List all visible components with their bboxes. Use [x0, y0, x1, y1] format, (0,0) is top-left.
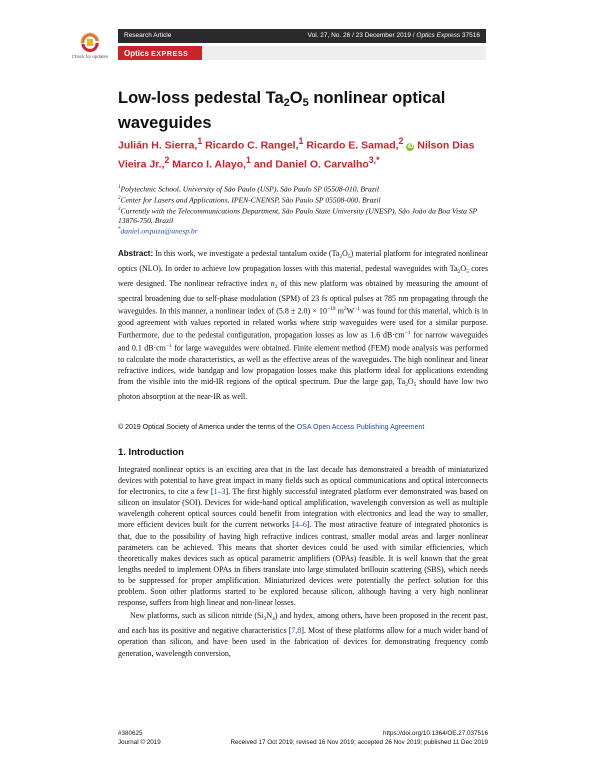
section-heading: 1. Introduction — [118, 447, 184, 458]
page-footer — [118, 729, 488, 747]
header-bar — [118, 29, 486, 43]
check-for-updates-icon[interactable] — [68, 30, 112, 70]
affiliation-item: $^1$Polytechnic School, University of São Paulo (USP), São Paulo SP 05508-010, Brazil — [118, 184, 379, 194]
check-for-updates-label: Check for updates — [71, 54, 109, 59]
affiliation-item: $^3$Currently with the Telecommunications Department, São Paulo State University (UNESP), São João da Boa Vista SP 13876-750, Brazil — [118, 206, 478, 225]
copyright-notice: © 2019 Optical Society of America under the terms of the OSA Open Access Publishing Agreement — [118, 424, 425, 431]
orcid-icon[interactable]: iD — [407, 143, 414, 150]
dates: Received 17 Oct 2019; revised 16 Nov 2019; accepted 26 Nov 2019; published 11 Dec 2019 — [230, 739, 488, 746]
reference-link[interactable]: 7,8 — [291, 626, 302, 636]
abstract: Abstract: In this work, we investigate a pedestal tantalum oxide $(Ta_2O_5)$ material platform for integrated nonlinear optics (NLO). In order to achieve low propagation losses with this material, pedestal waveguides with $Ta_2O_5$ cores were designed. The nonlinear refractive index $n_2$ of this new platform was obtained by measuring the amount of spectral broadening due to self-phase modulation (SPM) of 23 fs optical pulses at 785 nm propagating through the waveguides. In this manner, a nonlinear index of $(5.8 \pm 2.0) \times 10^{-19}$ $m^2W^{-1}$ was found for this material, which is in good agreement with values reported in related works where strip waveguides were used for a similar purpose. Furthermore, due to the pedestal configuration, propagation losses as low as 1.6 $dB\cdot cm^{-1}$ for narrow waveguides and 0.1 $dB\cdot cm^{-1}$ for large waveguides were obtained. Finite element method (FEM) mode analysis was performed to calculate the mode characteristics, as well as the effective areas of the waveguides. The high nonlinear and linear refractive indices, wide bandgap and low propagation losses make this platform ideal for applications extending from the visible into the mid-IR regions of the optical spectrum. Due the large gap, $Ta_2O_5$ should have low two photon absorption at the near-IR as well. — [118, 249, 488, 401]
email-link[interactable]: *daniel.orquiza@unesp.br — [118, 226, 198, 236]
author-list: Julián H. Sierra,$^1$ Ricardo C. Rangel,$^1$ Ricardo E. Samad,$^2$ iD Nilson Dias Vieira Jr.,$^2$ Marco I. Alayo,$^1$ and Daniel O. Carvalho$^{3,*}$ — [118, 136, 475, 170]
affiliation-item: $^2$Center for Lasers and Applications, IPEN-CNENSP, São Paulo SP 05508-000, Brazil — [118, 195, 381, 205]
article-type: Research Article — [124, 32, 172, 39]
article-id: #380625 — [118, 730, 143, 737]
affiliations — [118, 183, 488, 236]
reference-link[interactable]: 4–6 — [294, 520, 307, 530]
paragraph: Integrated nonlinear optics is an exciting area that in the last decade has demonstrated a breadth of miniaturized devices with potential to have great impact in many fields such as optical communications and optical interconnects for electronics, to cite a few [1–3]. The first highly successful integrated platform ever demonstrated was based on silicon on insulator (SOI). Devices for wide-band optical amplification, wavelength conversion as well as multiple wavelength coherent optical sources could benefit from integration with electronics and lead the way to smaller, more efficient devices built for the current networks [4–6]. The most attractive feature of integrated photonics is that, due to the possibility of having high refractive indices contrast, smaller modal areas and larger nonlinear parameters can be achieved. This means that shorter devices could be used with similar efficiencies, which theoretically makes devices such as optical parametric amplifiers (OPAs) feasible. It is well known that the great lengths needed to implement OPAs in fibers translate into large stimulated brillouin scattering (SBS), which needs to be suppressed for proper amplification. Miniaturized devices were potentially the perfect solution for this problem. Soon other platforms started to be explored because silicon, although having a very high nonlinear response, suffers from high linear and non-linear losses. — [118, 465, 488, 608]
reference-link[interactable]: 1–3 — [213, 487, 226, 497]
citation: Vol. 27, No. 26 / 23 December 2019 / Optics Express 37516 — [307, 32, 480, 39]
license-link[interactable]: OSA Open Access Publishing Agreement — [296, 424, 425, 431]
abstract-label: Abstract: — [118, 249, 154, 258]
journal-copyright: Journal © 2019 — [118, 739, 161, 746]
journal-logo: Optics EXPRESS — [118, 46, 202, 60]
body-text — [118, 464, 488, 661]
paragraph: New platforms, such as silicon nitride $(Si_3N_4)$ and hydex, among others, have been proposed in the recent past, and each has its positive and negative characteristics [7,8]. Most of these platforms allow for a much wider band of operation than silicon, and have been used in the fabrication of devices for demonstrating frequency comb generation, wavelength conversion, — [118, 611, 488, 658]
paper-title: Low-loss pedestal $Ta_2O_5$ nonlinear optical waveguides — [118, 89, 446, 132]
doi-link[interactable]: https://doi.org/10.1364/OE.27.037516 — [382, 730, 488, 737]
